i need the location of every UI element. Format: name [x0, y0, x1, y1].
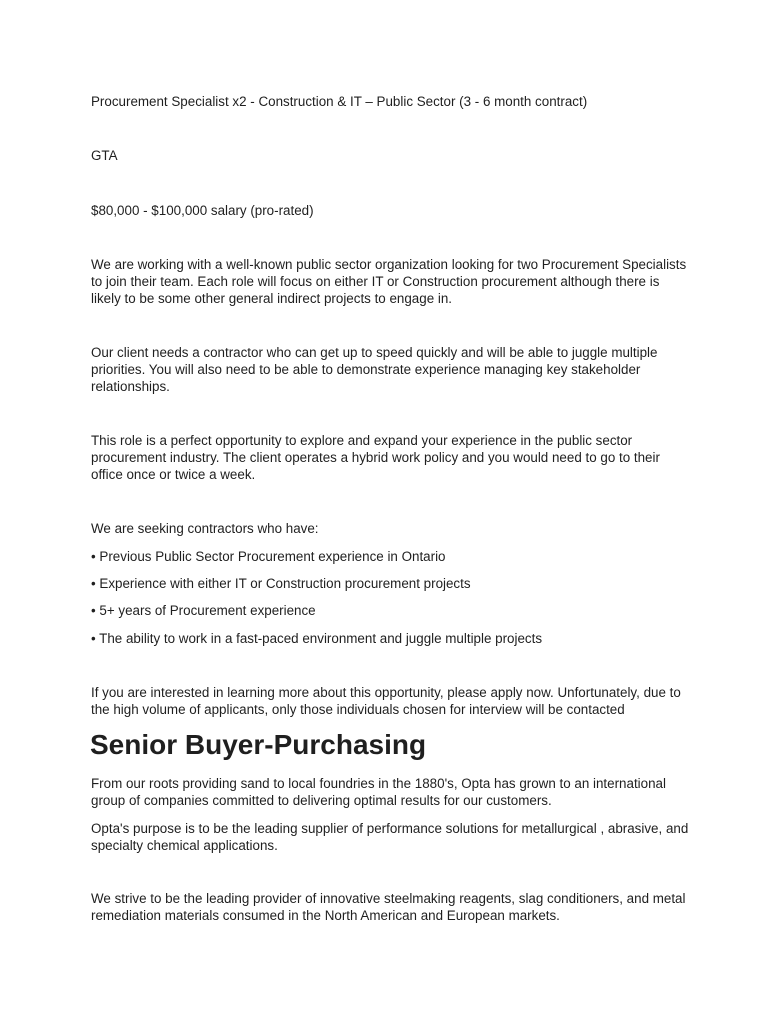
- section-heading: Senior Buyer-Purchasing: [90, 729, 427, 760]
- seeking-intro: We are seeking contractors who have:: [91, 521, 319, 536]
- job-location: GTA: [91, 148, 118, 163]
- job-title: Procurement Specialist x2 - Construction & IT – Public Sector (3 - 6 month contract): [91, 94, 588, 109]
- bullet-item: • 5+ years of Procurement experience: [91, 603, 316, 618]
- company-purpose-paragraph: Opta's purpose is to be the leading supplier of performance solutions for metallurgical , abrasive, and specialty chemical applications.: [91, 821, 689, 853]
- bullet-item: • Experience with either IT or Construction procurement projects: [91, 576, 471, 591]
- company-intro-paragraph: From our roots providing sand to local foundries in the 1880's, Opta has grown to an international group of companies committed to delivering optimal results for our customers.: [91, 776, 666, 808]
- intro-paragraph: We are working with a well-known public sector organization looking for two Procurement Specialists to join their team. Each role will focus on either IT or Construction procurement although there is likely to be some other general indirect projects to engage in.: [91, 257, 687, 306]
- closing-paragraph: If you are interested in learning more about this opportunity, please apply now. Unfortunately, due to the high volume of applicants, only those individuals chosen for interview will be contacted: [91, 685, 681, 717]
- bullet-item: • The ability to work in a fast-paced environment and juggle multiple projects: [91, 631, 543, 646]
- job-salary: $80,000 - $100,000 salary (pro-rated): [91, 203, 314, 218]
- requirements-paragraph: Our client needs a contractor who can get up to speed quickly and will be able to juggle multiple priorities. You will also need to be able to demonstrate experience managing key stakeholder relationships.: [91, 345, 658, 394]
- bullet-item: • Previous Public Sector Procurement experience in Ontario: [91, 549, 446, 564]
- company-mission-paragraph: We strive to be the leading provider of innovative steelmaking reagents, slag conditioners, and metal remediation materials consumed in the North American and European markets.: [91, 891, 686, 923]
- opportunity-paragraph: This role is a perfect opportunity to explore and expand your experience in the public sector procurement industry. The client operates a hybrid work policy and you would need to go to their office once or twice a week.: [91, 433, 660, 482]
